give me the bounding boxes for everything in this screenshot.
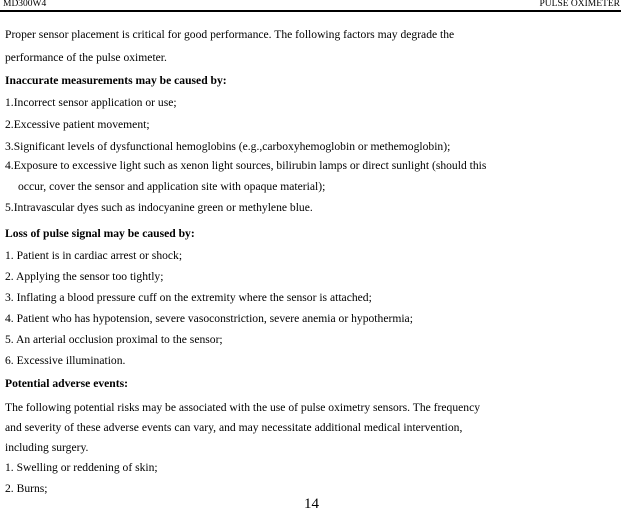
loss-item: 4. Patient who has hypotension, severe vasoconstriction, severe anemia or hypothermia; [5,312,413,325]
intro-line: Proper sensor placement is critical for good performance. The following factors may degrade the [5,28,455,41]
adverse-heading: Potential adverse events: [5,377,128,390]
inaccurate-item: 2.Excessive patient movement; [5,118,150,131]
header-model: MD300W4 [3,0,47,9]
header-product: PULSE OXIMETER [539,0,620,9]
inaccurate-item: 5.Intravascular dyes such as indocyanine green or methylene blue. [5,201,313,214]
inaccurate-item: 1.Incorrect sensor application or use; [5,96,177,109]
adverse-paragraph-line: including surgery. [5,441,89,454]
inaccurate-item: 4.Exposure to excessive light such as xenon light sources, bilirubin lamps or direct sunlight (should this [5,159,487,172]
inaccurate-heading: Inaccurate measurements may be caused by: [5,74,227,87]
loss-item: 1. Patient is in cardiac arrest or shock; [5,249,183,262]
adverse-paragraph-line: The following potential risks may be associated with the use of pulse oximetry sensors. The frequency [5,401,481,414]
adverse-item: 2. Burns; [5,482,48,495]
loss-item: 2. Applying the sensor too tightly; [5,270,164,283]
adverse-item: 1. Swelling or reddening of skin; [5,461,158,474]
loss-item: 3. Inflating a blood pressure cuff on the extremity where the sensor is attached; [5,291,372,304]
inaccurate-item: 3.Significant levels of dysfunctional hemoglobins (e.g.,carboxyhemoglobin or methemoglobin); [5,140,451,153]
header-rule [0,10,621,12]
inaccurate-item-continuation: occur, cover the sensor and application site with opaque material); [18,180,326,193]
loss-heading: Loss of pulse signal may be caused by: [5,227,195,240]
page-number: 14 [304,496,319,512]
adverse-paragraph-line: and severity of these adverse events can vary, and may necessitate additional medical intervention, [5,421,463,434]
loss-item: 5. An arterial occlusion proximal to the sensor; [5,333,223,346]
loss-item: 6. Excessive illumination. [5,354,126,367]
intro-line: performance of the pulse oximeter. [5,51,167,64]
